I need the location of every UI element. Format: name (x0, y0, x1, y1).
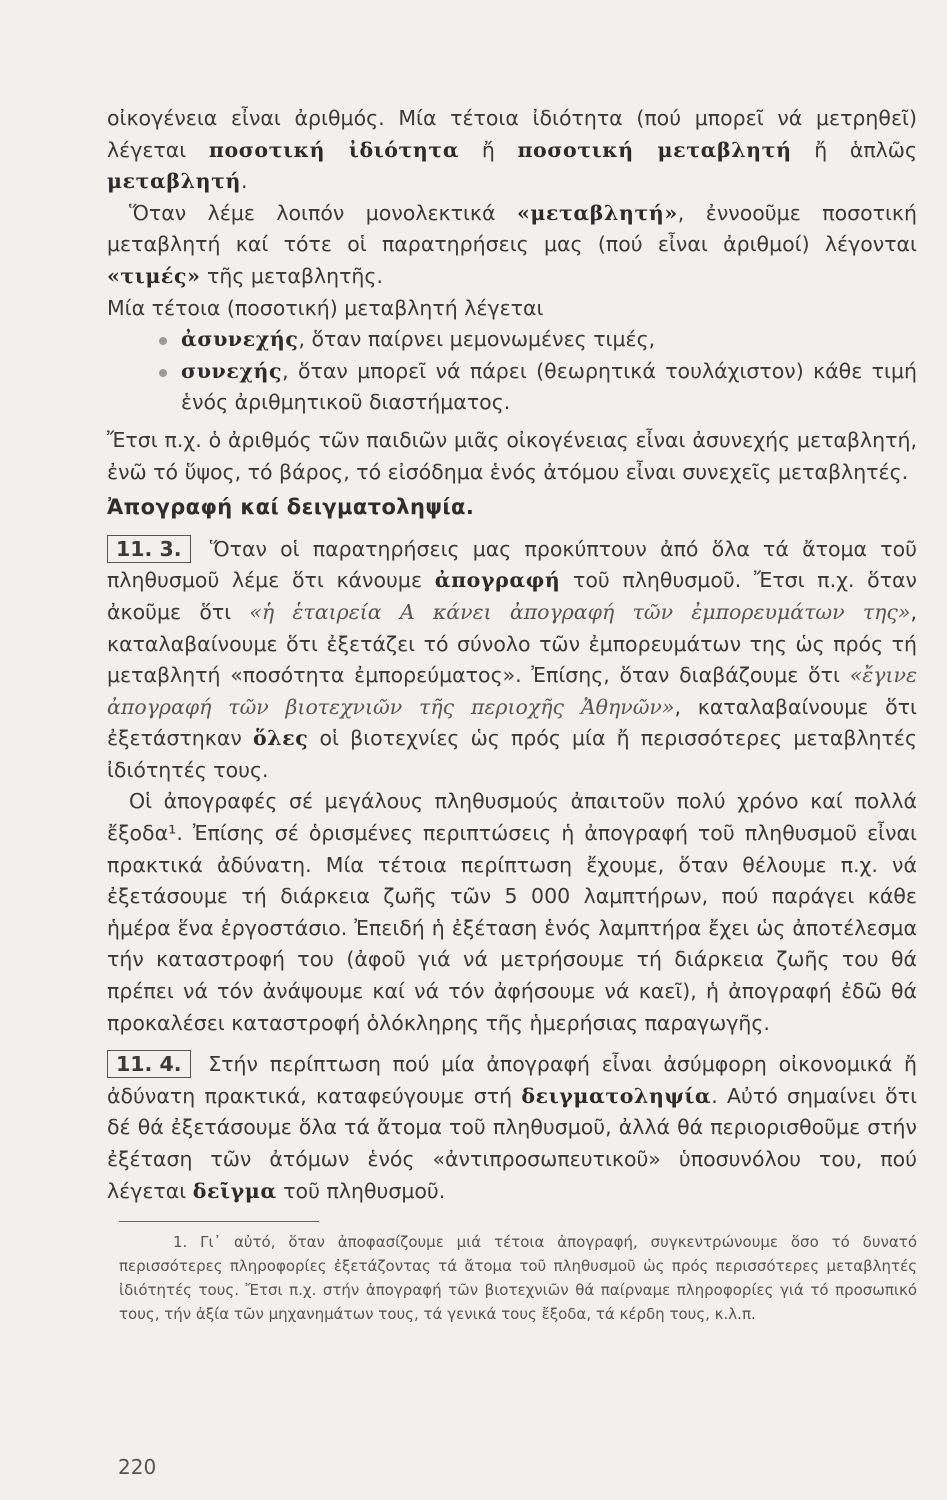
section-11-4: 11. 4. Στήν περίπτωση πού μία ἀπογραφή εἶναι ἀσύμφορη οἰκονομικά ἤ ἀδύνατη πρακτικά, καταφεύγουμε στή δειγματοληψία. Αὐτό σημαίνει ὅτι δέ θά ἐξετάσουμε ὅλα τά ἄτομα τοῦ πληθυσμοῦ, ἀλλά θά περιορισθοῦμε στήν ἐξέταση τῶν ἀτόμων ἑνός «ἀντιπροσωπευτικοῦ» ὑποσυνόλου του, πού λέγεται δεῖγμα τοῦ πληθυσμοῦ. (107, 1052, 918, 1203)
section-11-3: 11. 3. Ὅταν οἱ παρατηρήσεις μας προκύπτουν ἀπό ὅλα τά ἄτομα τοῦ πληθυσμοῦ λέμε ὅτι κάνουμε ἀπογραφή τοῦ πληθυσμοῦ. Ἔτσι π.χ. ὅταν ἀκοῦμε ὅτι «ἡ ἑταιρεία Α κάνει ἀπογραφή τῶν ἐμπορευμάτων της», καταλαβαίνουμε ὅτι ἐξετάζει τό σύνολο τῶν ἐμπορευμάτων της ὡς πρός τή μεταβλητή «ποσότητα ἐμπορεύματος». Ἐπίσης, ὅταν διαβάζουμε ὅτι «ἔγινε ἀπογραφή τῶν βιοτεχνιῶν τῆς περιοχῆς Ἀθηνῶν», καταλαβαίνουμε ὅτι ἐξετάστηκαν ὅλες οἱ βιοτεχνίες ὡς πρός μία ἤ περισσότερες μεταβλητές ἰδιότητές τους. (107, 536, 917, 782)
bullet-item-discrete: ἀσυνεχής, ὅταν παίρνει μεμονωμένες τιμές, (107, 324, 917, 356)
paragraph-variable-types-intro: Μία τέτοια (ποσοτική) μεταβλητή λέγεται (107, 295, 544, 320)
term-census: ἀπογραφή (434, 568, 561, 593)
page-number: 220 (118, 1455, 157, 1479)
paragraph-example: Ἔτσι π.χ. ὁ ἀριθμός τῶν παιδιῶν μιᾶς οἰκογένειας εἶναι ἀσυνεχής μεταβλητή, ἐνῶ τό ὕψος, τό βάρος, τό εἰσόδημα ἑνός ἀτόμου εἶναι συνεχεῖς μεταβλητές. (107, 427, 917, 484)
bullet-dot-icon (159, 369, 167, 377)
term-sample: δεῖγμα (192, 1178, 277, 1203)
page-body (107, 103, 917, 1326)
bullet-item-continuous: συνεχής, ὅταν μπορεῖ νά πάρει (θεωρητικά τουλάχιστον) κάθε τιμή ἑνός ἀριθμητικοῦ διαστήματος. (107, 356, 917, 419)
paragraph-census-cost: Οἱ ἀπογραφές σέ μεγάλους πληθυσμούς ἀπαιτοῦν πολύ χρόνο καί πολλά ἔξοδα¹. Ἐπίσης σέ ὁρισμένες περιπτώσεις ἡ ἀπογραφή τοῦ πληθυσμοῦ εἶναι πρακτικά ἀδύνατη. Μία τέτοια περίπτωση ἔχουμε, ὅταν θέλουμε π.χ. νά ἐξετάσουμε τή διάρκεια ζωῆς τῶν 5 000 λαμπτήρων, πού παράγει κάθε ἡμέρα ἕνα ἐργοστάσιο. Ἐπειδή ἡ ἐξέταση ἑνός λαμπτήρα ἔχει ὡς ἀποτέλεσμα τήν καταστροφή του (ἀφοῦ γιά νά μετρήσουμε τή διάρκεια ζωῆς του θά πρέπει νά τόν ἀνάψουμε καί νά τόν ἀφήσουμε νά καεῖ), ἡ ἀπογραφή ἐδῶ θά προκαλέσει καταστροφή ὁλόκληρης τῆς ἡμερήσιας παραγωγῆς. (107, 789, 917, 1035)
term-all: ὅλες (252, 726, 309, 751)
quote-company-census: «ἡ ἑταιρεία Α κάνει ἀπογραφή τῶν ἐμπορευμάτων της» (249, 599, 911, 624)
section-title: Ἀπογραφή καί δειγματοληψία. (107, 495, 475, 520)
term-values: «τιμές» (107, 263, 201, 288)
term-sampling: δειγματοληψία (521, 1083, 712, 1108)
paragraph-variable-values: Ὅταν λέμε λοιπόν μονολεκτικά «μεταβλητή», ἐννοοῦμε ποσοτική μεταβλητή καί τότε οἱ παρατηρήσεις μας (πού εἶναι ἀριθμοί) λέγονται «τιμές» τῆς μεταβλητῆς. (107, 200, 917, 288)
footnote: 1. Γι᾽ αὐτό, ὅταν ἀποφασίζουμε μιά τέτοια ἀπογραφή, συγκεντρώνουμε ὅσο τό δυνατό περισσότερες πληροφορίες ἐξετάζοντας τά ἄτομα τοῦ πληθυσμοῦ ὡς πρός περισσότερες μεταβλητές ἰδιότητές τους. Ἔτσι π.χ. στήν ἀπογραφή τῶν βιοτεχνιῶν θά παίρναμε πληροφορίες γιά τό προσωπικό τους, τήν ἀξία τῶν μηχανημάτων τους, τά γενικά τους ἔξοδα, τά κέρδη τους, κ.λ.π. (119, 1233, 917, 1324)
term-variable-quoted: «μεταβλητή» (516, 200, 678, 225)
term-quantitative-variable: ποσοτική μεταβλητή (517, 137, 792, 162)
section-number-11-3: 11. 3. (107, 535, 191, 563)
term-variable: μεταβλητή (107, 169, 242, 194)
term-continuous: συνεχής (181, 358, 283, 383)
footnote-divider (119, 1221, 319, 1222)
term-discrete: ἀσυνεχής (181, 327, 299, 352)
quote-workshops-census: «ἔγινε ἀπογραφή τῶν βιοτεχνιῶν τῆς περιοχῆς Ἀθηνῶν» (107, 663, 917, 719)
paragraph-quantitative-property: οἰκογένεια εἶναι ἀριθμός. Μία τέτοια ἰδιότητα (πού μπορεῖ νά μετρηθεῖ) λέγεται ποσοτική ἰδιότητα ἤ ποσοτική μεταβλητή ἤ ἁπλῶς μεταβλητή. (107, 106, 918, 194)
section-number-11-4: 11. 4. (107, 1050, 191, 1078)
term-quantitative-property: ποσοτική ἰδιότητα (208, 137, 460, 162)
